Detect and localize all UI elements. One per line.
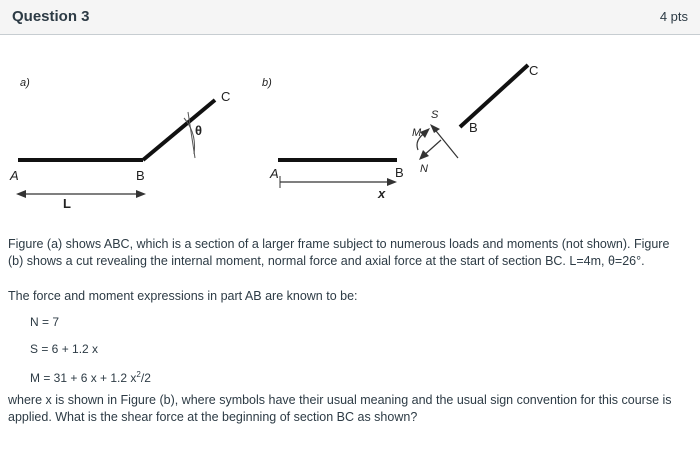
shear-force-equation: S = 6 + 1.2 x <box>30 342 99 356</box>
problem-description: Figure (a) shows ABC, which is a section of a larger frame subject to numerous loads and moments (not shown). Figure (b) shows a cut revealing the internal moment, normal force and axial force at the start of section BC. L=4m, θ=26°. <box>8 237 670 268</box>
figure-b-shear-arrowhead <box>430 124 440 133</box>
moment-equation <box>30 366 151 387</box>
figure-a-label-a: A <box>10 168 19 183</box>
figure-b-shear-label: S <box>431 109 439 121</box>
moment-equation-main: M = 31 + 6 x + 1.2 x <box>30 371 137 385</box>
moment-equation-tail: /2 <box>140 371 151 385</box>
figure-a-label: a) <box>20 77 30 89</box>
figure-b-beam-bc <box>460 65 528 127</box>
figure-b-label-b-left: B <box>395 165 404 180</box>
figure-a-beam-bc <box>143 100 215 160</box>
figure-b-x-label: x <box>378 186 386 201</box>
figure-a-label-c: C <box>221 89 231 104</box>
question-header <box>0 0 700 35</box>
figure-a-dimension-arrow-right <box>136 190 146 198</box>
question-prompt: where x is shown in Figure (b), where symbols have their usual meaning and the usual sign convention for this course is applied. What is the shear force at the beginning of section BC as shown? <box>8 393 672 424</box>
figure-b-moment-arrowhead <box>420 128 430 138</box>
expressions-intro: The force and moment expressions in part AB are known to be: <box>8 289 358 303</box>
question-title: Question 3 <box>12 8 90 25</box>
figure-a-dimension-arrow-left <box>16 190 26 198</box>
figure-a-length-label: L <box>63 196 71 211</box>
figure-b-label: b) <box>262 77 272 89</box>
figure-b-label-b-right: B <box>469 120 478 135</box>
figure-b-moment-label: M <box>412 127 422 139</box>
normal-force-equation: N = 7 <box>30 315 60 329</box>
figures-area <box>0 34 700 234</box>
figure-b-normal-label: N <box>420 163 428 175</box>
figure-b-label-c: C <box>529 63 539 78</box>
moment-equation-exponent: 2 <box>136 370 141 379</box>
figure-a-label-b: B <box>136 168 145 183</box>
figure-a-angle-symbol: θ <box>195 123 203 138</box>
question-points: 4 pts <box>659 9 688 24</box>
figure-b-label-a: A <box>270 166 279 181</box>
